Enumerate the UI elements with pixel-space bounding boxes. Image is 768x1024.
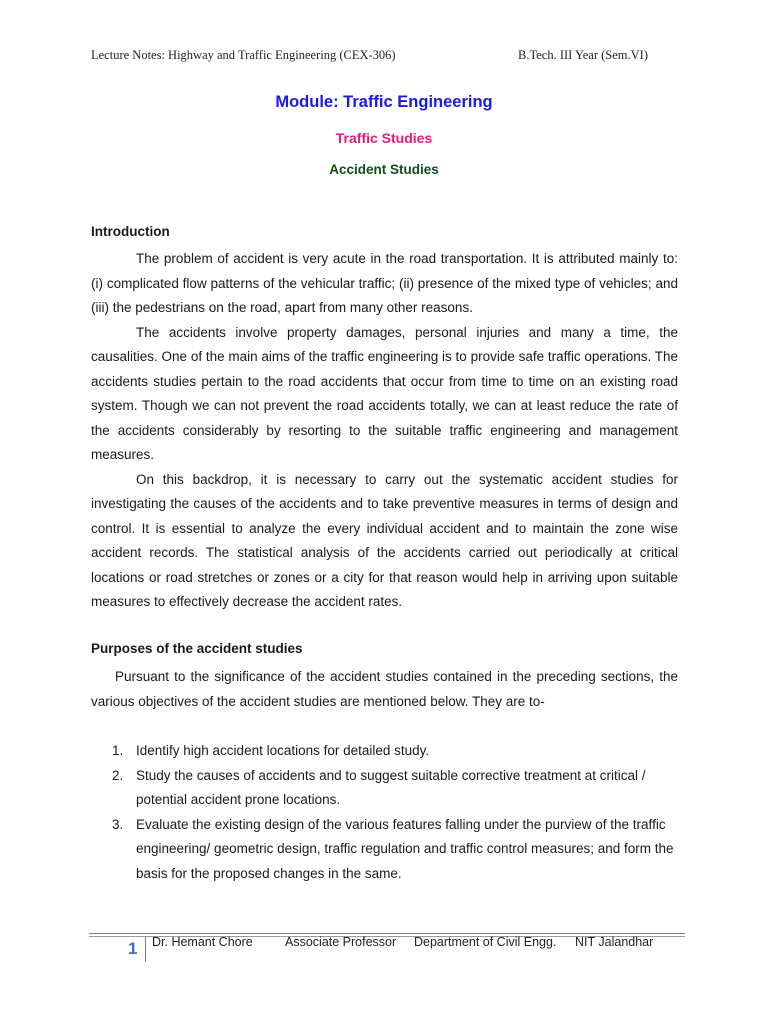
module-title: Module: Traffic Engineering — [275, 93, 493, 111]
page-number: 1 — [128, 939, 138, 958]
running-header-course: Lecture Notes: Highway and Traffic Engineering (CEX-306) — [91, 48, 396, 62]
paragraph: The accidents involve property damages, personal injuries and many a time, the causalities. One of the main aims of the traffic engineering is to provide safe traffic operations. The accidents studies pertain to the road accidents that occur from time to time on an existing road system. Though we can not prevent the road accidents totally, we can at least reduce the rate of the accidents considerably by resorting to the suitable traffic engineering and management measures. — [91, 324, 678, 462]
paragraph: Pursuant to the significance of the accident studies contained in the preceding sections, the various objectives of the accident studies are mentioned below. They are to- — [91, 669, 678, 709]
footer-institute: NIT Jalandhar — [575, 935, 654, 949]
objectives-list — [91, 739, 678, 886]
list-item-text: Study the causes of accidents and to suggest suitable corrective treatment at critical / potential accident prone locations. — [136, 767, 646, 807]
list-item — [91, 764, 678, 813]
list-item-text: Evaluate the existing design of the various features falling under the purview of the traffic engineering/ geometric design, traffic regulation and traffic control measures; and form the basis for the proposed changes in the same. — [136, 816, 674, 881]
footer-designation: Associate Professor — [285, 935, 397, 949]
introduction-body — [91, 247, 678, 615]
introduction-heading: Introduction — [91, 224, 170, 239]
footer-author: Dr. Hemant Chore — [152, 935, 253, 949]
running-header-year: B.Tech. III Year (Sem.VI) — [518, 48, 648, 62]
paragraph: On this backdrop, it is necessary to carry out the systematic accident studies for investigating the causes of the accidents and to take preventive measures in terms of design and control. It is essential to analyze the every individual accident and to maintain the zone wise accident records. The statistical analysis of the accidents carried out periodically at critical locations or road stretches or zones or a city for that reason would help in arriving upon suitable measures to effectively decrease the accident rates. — [91, 471, 678, 609]
footer-rule — [89, 933, 685, 934]
list-item — [91, 813, 678, 887]
footer-department: Department of Civil Engg. — [414, 935, 557, 949]
list-number: 3. — [112, 816, 124, 832]
list-number: 2. — [112, 767, 124, 783]
list-item — [91, 739, 678, 764]
footer-divider — [145, 936, 146, 962]
purposes-intro — [91, 665, 678, 714]
subtitle: Traffic Studies — [335, 130, 433, 146]
list-item-text: Identify high accident locations for detailed study. — [136, 743, 430, 758]
section-title: Accident Studies — [329, 162, 439, 177]
purposes-heading: Purposes of the accident studies — [91, 641, 303, 656]
list-number: 1. — [112, 743, 124, 758]
paragraph: The problem of accident is very acute in the road transportation. It is attributed mainly to: (i) complicated flow patterns of the vehicular traffic; (ii) presence of the mixed type of vehicles; and (iii) the pedestrians on the road, apart from many other reasons. — [91, 251, 678, 315]
